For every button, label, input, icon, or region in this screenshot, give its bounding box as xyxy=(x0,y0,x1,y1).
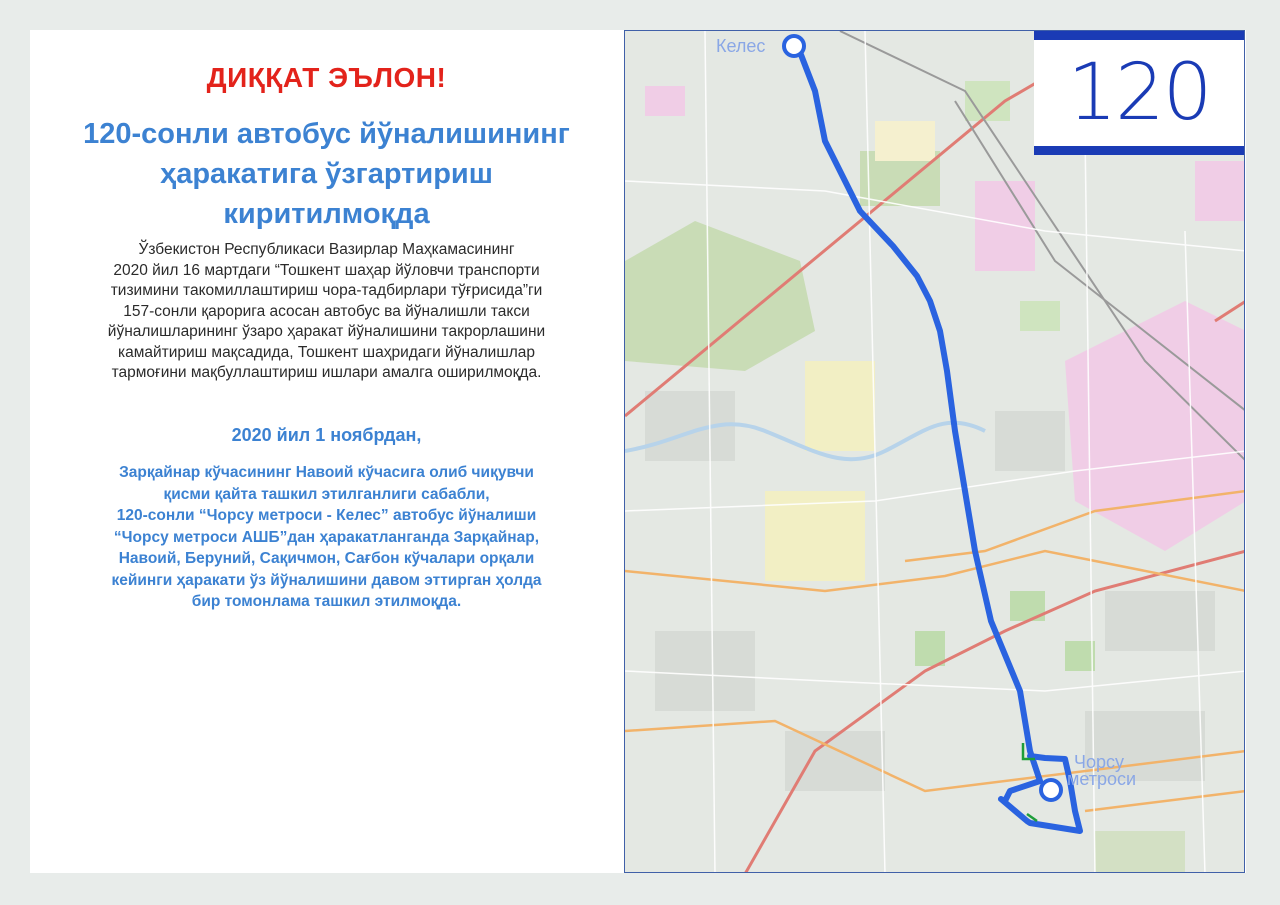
city-map-graphic xyxy=(625,31,1245,873)
notice-line: Зарқайнар кўчасининг Навоий кўчасига олиб чиқувчи xyxy=(119,464,534,481)
resolution-paragraph xyxy=(30,240,623,384)
paragraph-line: Ўзбекистон Республикаси Вазирлар Маҳкамасининг xyxy=(138,241,515,258)
notice-line: бир томонлама ташкил этилмоқда. xyxy=(191,593,462,610)
notice-line: қисми қайта ташкил этилганлиги сабабли, xyxy=(163,485,490,503)
notice-line: 120-сонли “Чорсу метроси - Келес” автобус йўналиши xyxy=(116,507,537,524)
paragraph-line: камайтириш мақсадида, Тошкент шаҳридаги йўналишлар xyxy=(117,343,536,361)
effective-date: 2020 йил 1 ноябрдан, xyxy=(231,425,422,445)
notice-line: Навоий, Беруний, Сақичмон, Сағбон кўчалари орқали xyxy=(118,550,535,567)
notice-line: “Чорсу метроси АШБ”дан ҳаракатланганда Зарқайнар, xyxy=(113,528,540,546)
stop-label-start: Келес xyxy=(716,36,766,56)
headline-line: киритилмоқда xyxy=(223,198,430,230)
route-change-notice xyxy=(30,462,623,613)
paragraph-line: тизимини такомиллаштириш чора-тадбирлари тўғрисида”ги xyxy=(110,282,543,299)
paragraph-line: йўналишларининг ўзаро ҳаракат йўналишини такрорлашини xyxy=(107,323,546,340)
paragraph-line: 157-сонли қарорига асосан автобус ва йўналишли такси xyxy=(123,302,530,320)
announcement-text-panel xyxy=(30,30,623,873)
bus-stop-marker-icon xyxy=(784,36,804,56)
stop-label-end-line2: метроси xyxy=(1067,769,1137,789)
announcement-card xyxy=(30,30,1246,873)
paragraph-line: тармоғини мақбуллаштириш ишлари амалга оширилмоқда. xyxy=(111,364,542,381)
headline-line: ҳаракатига ўзгартириш xyxy=(160,158,493,190)
stop-label-end-line1: Чорсу xyxy=(1074,752,1125,772)
paragraph-line: 2020 йил 16 мартдаги “Тошкент шаҳар йўловчи транспорти xyxy=(113,261,540,279)
route-number-box xyxy=(1034,31,1244,155)
headline xyxy=(30,114,623,234)
alert-title: ДИҚҚАТ ЭЪЛОН! xyxy=(206,62,447,93)
headline-line: 120-сонли автобус йўналишининг xyxy=(83,118,570,150)
bus-stop-marker-icon xyxy=(1041,780,1061,800)
route-map xyxy=(624,30,1245,873)
notice-line: кейинги ҳаракати ўз йўналишини давом эттирган ҳолда xyxy=(111,571,542,589)
route-number: 120 xyxy=(1067,48,1211,138)
